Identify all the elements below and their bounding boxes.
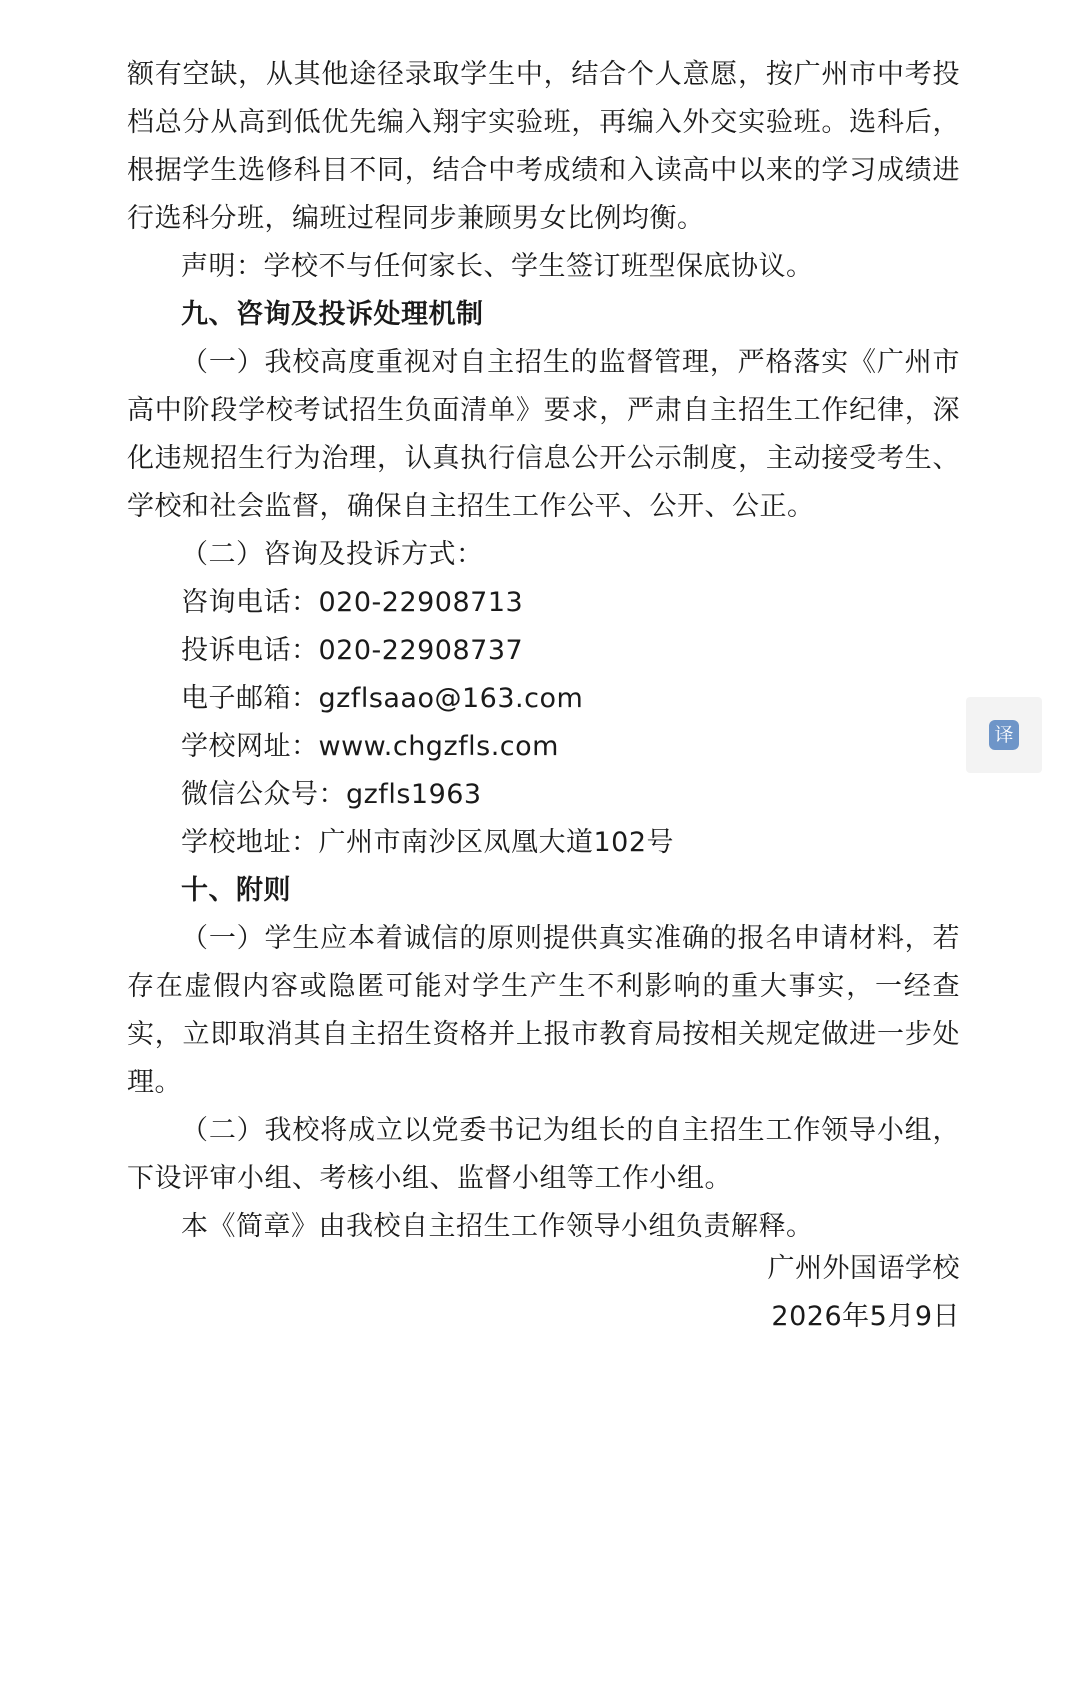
paragraph-leadership-group: （二）我校将成立以党委书记为组长的自主招生工作领导小组，下设评审小组、考核小组、监督小组等工作小组。: [127, 1115, 960, 1194]
paragraph-supervision: （一）我校高度重视对自主招生的监督管理，严格落实《广州市高中阶段学校考试招生负面清单》要求，严肃自主招生工作纪律，深化违规招生行为治理，认真执行信息公开公示制度，主动接受考生、学校和社会监督，确保自主招生工作公平、公开、公正。: [127, 347, 960, 522]
translate-icon[interactable]: 译: [989, 720, 1019, 750]
signature-organization: 广州外国语学校: [767, 1253, 960, 1284]
translate-button[interactable]: [966, 697, 1042, 773]
contact-email: 电子邮箱：gzflsaao@163.com: [181, 683, 584, 714]
signature-block: [768, 1245, 961, 1341]
section-heading-appendix: 十、附则: [181, 875, 291, 906]
paragraph-declaration: 声明：学校不与任何家长、学生签订班型保底协议。: [181, 251, 814, 282]
signature-date: 2026年5月9日: [771, 1301, 960, 1332]
contact-wechat: 微信公众号：gzfls1963: [181, 779, 482, 810]
contact-consult-phone: 咨询电话：020-22908713: [181, 587, 524, 618]
paragraph-interpretation: 本《简章》由我校自主招生工作领导小组负责解释。: [181, 1211, 814, 1242]
contact-address: 学校地址：广州市南沙区凤凰大道102号: [181, 827, 675, 858]
paragraph-integrity: （一）学生应本着诚信的原则提供真实准确的报名申请材料，若存在虚假内容或隐匿可能对学生产生不利影响的重大事实，一经查实，立即取消其自主招生资格并上报市教育局按相关规定做进一步处理。: [127, 923, 960, 1098]
section-heading-consultation: 九、咨询及投诉处理机制: [181, 299, 484, 330]
paragraph-class-assignment: 额有空缺，从其他途径录取学生中，结合个人意愿，按广州市中考投档总分从高到低优先编入翔宇实验班，再编入外交实验班。选科后，根据学生选修科目不同，结合中考成绩和入读高中以来的学习成绩进行选科分班，编班过程同步兼顾男女比例均衡。: [127, 59, 960, 234]
contact-website: 学校网址：www.chgzfls.com: [181, 731, 559, 762]
contact-complaint-phone: 投诉电话：020-22908737: [181, 635, 524, 666]
document-body: [127, 51, 960, 1251]
paragraph-contact-methods: （二）咨询及投诉方式：: [181, 539, 484, 570]
